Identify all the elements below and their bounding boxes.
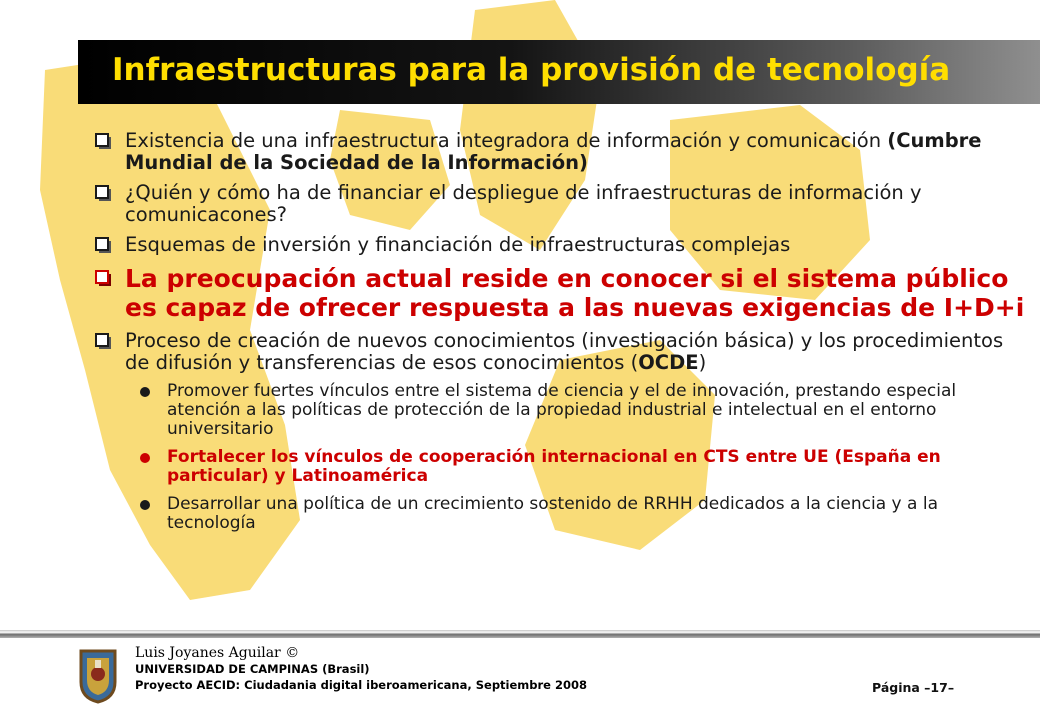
hollow-square-bullet-icon (95, 237, 112, 254)
hollow-square-bullet-icon (95, 185, 112, 202)
footer-divider (0, 630, 1040, 638)
bullet-bold-text: (Cumbre Mundial de la Sociedad de la Información) (125, 129, 982, 174)
bullet-text: ¿Quién y cómo ha de financiar el despliegue de infraestructuras de información y comunicacones? (125, 181, 922, 226)
bullet-text: Esquemas de inversión y financiación de infraestructuras complejas (125, 233, 791, 256)
footer-credits (135, 645, 587, 693)
filled-circle-bullet-icon (140, 500, 150, 510)
bullet-item (95, 130, 1030, 174)
hollow-square-bullet-icon (95, 270, 112, 287)
footer-university: UNIVERSIDAD DE CAMPINAS (Brasil) (135, 662, 370, 676)
bullet-bold-text: OCDE (638, 351, 699, 374)
page-number: Página –17– (872, 680, 955, 695)
sub-bullet-text: Fortalecer los vínculos de cooperación internacional en CTS entre UE (España en particular) y Latinoamérica (167, 447, 941, 486)
sub-bullet-item (95, 382, 1030, 439)
bullet-text: La preocupación actual reside en conocer si el sistema público es capaz de ofrecer respuesta a las nuevas exigencias de I+D+i (125, 264, 1025, 322)
university-seal-icon (78, 648, 118, 704)
sub-bullet-item (95, 448, 1030, 486)
sub-bullet-text: Desarrollar una política de un crecimiento sostenido de RRHH dedicados a la ciencia y a la tecnología (167, 494, 938, 533)
bullet-list (95, 130, 1030, 542)
footer-project: Proyecto AECID: Ciudadania digital iberoamericana, Septiembre 2008 (135, 678, 587, 692)
bullet-item (95, 330, 1030, 374)
sub-bullet-text: Promover fuertes vínculos entre el sistema de ciencia y el de innovación, prestando especial atención a las políticas de protección de la propiedad industrial e intelectual en el entorno universitario (167, 381, 957, 439)
sub-bullet-item (95, 495, 1030, 533)
page-title: Infraestructuras para la provisión de tecnología (112, 52, 951, 88)
filled-circle-bullet-icon (140, 453, 150, 463)
bullet-text: Existencia de una infraestructura integradora de información y comunicación (125, 129, 888, 152)
bullet-item (95, 234, 1030, 256)
footer-author: Luis Joyanes Aguilar © (135, 645, 300, 661)
bullet-text: Proceso de creación de nuevos conocimientos (investigación básica) y los procedimientos de difusión y transferencias de esos conocimientos ( (125, 329, 1004, 374)
hollow-square-bullet-icon (95, 333, 112, 350)
bullet-item (95, 182, 1030, 226)
bullet-text: ) (698, 351, 707, 374)
hollow-square-bullet-icon (95, 133, 112, 150)
filled-circle-bullet-icon (140, 387, 150, 397)
highlight-bullet-item (95, 264, 1030, 322)
